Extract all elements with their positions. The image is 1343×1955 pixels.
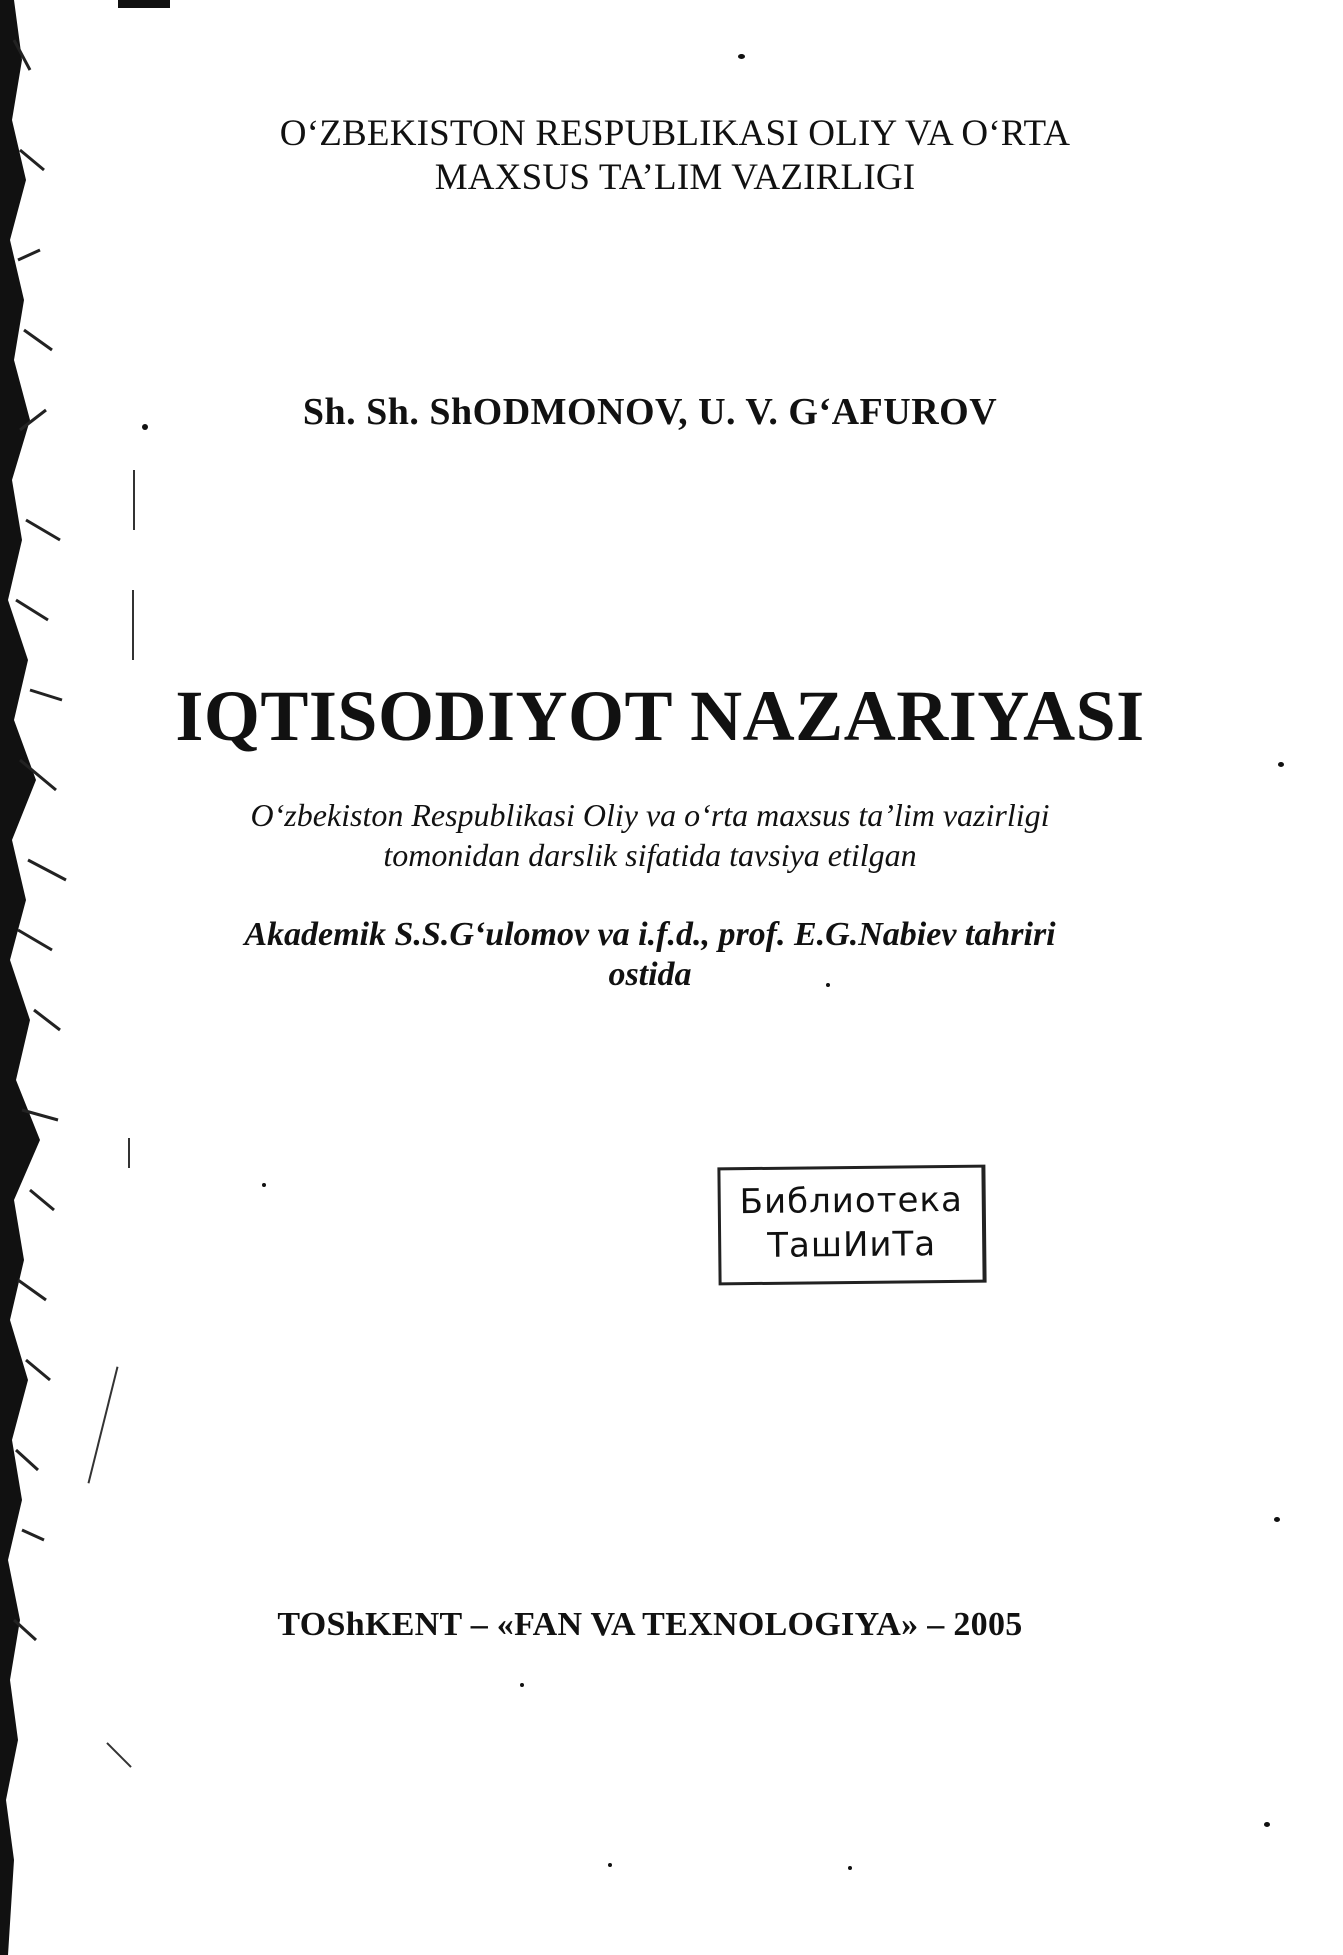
ministry-line-1: O‘ZBEKISTON RESPUBLIKASI OLIY VA O‘RTA bbox=[279, 113, 1071, 154]
scan-speck bbox=[142, 424, 148, 430]
scan-speck bbox=[738, 54, 745, 59]
scan-pencil-line bbox=[133, 470, 135, 530]
scan-pencil-line bbox=[106, 1742, 131, 1767]
scan-speck bbox=[1278, 762, 1284, 767]
scan-binding-edge bbox=[0, 0, 80, 1955]
book-title: IQTISODIYOT NAZARIYASI bbox=[175, 676, 1145, 756]
editors-line-2: ostida bbox=[608, 956, 692, 993]
ministry-heading bbox=[150, 112, 1200, 200]
recommendation-line-1: O‘zbekiston Respublikasi Oliy va o‘rta maxsus ta’lim vazirligi bbox=[250, 797, 1050, 833]
recommendation-line-2: tomonidan darslik sifatida tavsiya etilgan bbox=[383, 837, 917, 873]
scan-pencil-line bbox=[128, 1138, 130, 1168]
library-stamp-line-2: ТашИиТа bbox=[767, 1224, 937, 1266]
scan-pencil-line bbox=[132, 590, 134, 660]
editors-note bbox=[150, 915, 1150, 995]
scan-speck bbox=[520, 1683, 524, 1687]
publisher-imprint: TOShKENT – «FAN VA TEXNOLOGIYA» – 2005 bbox=[277, 1606, 1023, 1643]
ministry-line-2: MAXSUS TA’LIM VAZIRLIGI bbox=[434, 157, 916, 198]
editors-line-1: Akademik S.S.G‘ulomov va i.f.d., prof. E.G.Nabiev tahriri bbox=[244, 916, 1056, 953]
library-stamp bbox=[717, 1165, 986, 1286]
scan-speck bbox=[848, 1866, 852, 1870]
recommendation-note bbox=[150, 795, 1150, 875]
scan-speck bbox=[1274, 1517, 1280, 1522]
scan-corner-mark bbox=[118, 0, 170, 8]
book-authors: Sh. Sh. ShODMONOV, U. V. G‘AFUROV bbox=[302, 391, 998, 433]
scan-speck bbox=[1264, 1822, 1270, 1827]
scan-pencil-line bbox=[88, 1367, 119, 1484]
library-stamp-line-1: Библиотека bbox=[739, 1179, 964, 1223]
scan-speck bbox=[608, 1863, 612, 1867]
scan-speck bbox=[262, 1183, 266, 1187]
